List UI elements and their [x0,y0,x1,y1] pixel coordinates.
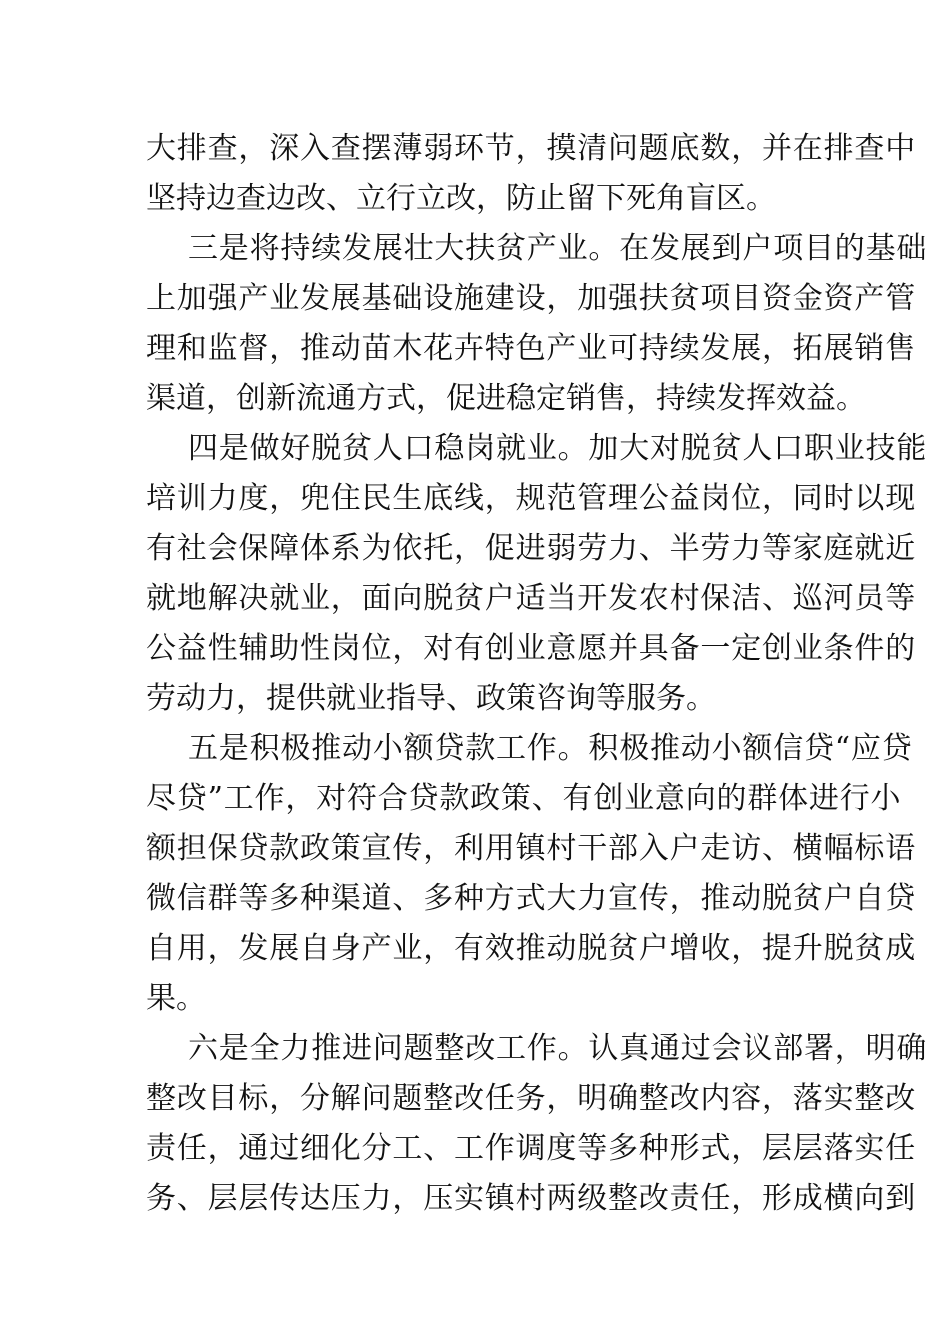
text-line-11: 公益性辅助性岗位，对有创业意愿并具备一定创业条件的 [146,631,916,666]
text-line-3: 三是将持续发展壮大扶贫产业。在发展到户项目的基础 [188,231,928,266]
text-line-4: 上加强产业发展基础设施建设，加强扶贫项目资金资产管 [146,281,916,316]
text-line-9: 有社会保障体系为依托，促进弱劳力、半劳力等家庭就近 [146,531,916,566]
text-line-8: 培训力度，兜住民生底线，规范管理公益岗位，同时以现 [146,481,916,516]
text-line-20: 整改目标，分解问题整改任务，明确整改内容，落实整改 [146,1081,916,1116]
text-line-14: 尽贷”工作，对符合贷款政策、有创业意向的群体进行小 [146,781,902,816]
text-line-16: 微信群等多种渠道、多种方式大力宣传，推动脱贫户自贷 [146,881,916,916]
text-line-12: 劳动力，提供就业指导、政策咨询等服务。 [146,681,716,716]
text-line-18: 果。 [146,981,206,1016]
text-line-15: 额担保贷款政策宣传，利用镇村干部入户走访、横幅标语 [146,831,916,866]
text-line-19: 六是全力推进问题整改工作。认真通过会议部署，明确 [188,1031,928,1066]
text-line-5: 理和监督，推动苗木花卉特色产业可持续发展，拓展销售 [146,331,916,366]
text-line-21: 责任，通过细化分工、工作调度等多种形式，层层落实任 [146,1131,916,1166]
text-line-7: 四是做好脱贫人口稳岗就业。加大对脱贫人口职业技能 [188,431,928,466]
text-line-1: 大排查，深入查摆薄弱环节，摸清问题底数，并在排查中 [146,131,916,166]
text-line-17: 自用，发展自身产业，有效推动脱贫户增收，提升脱贫成 [146,931,916,966]
text-line-13: 五是积极推动小额贷款工作。积极推动小额信贷“应贷 [188,731,913,766]
text-line-2: 坚持边查边改、立行立改，防止留下死角盲区。 [146,181,776,216]
text-line-6: 渠道，创新流通方式，促进稳定销售，持续发挥效益。 [146,381,866,416]
text-line-10: 就地解决就业，面向脱贫户适当开发农村保洁、巡河员等 [146,581,916,616]
text-line-22: 务、层层传达压力，压实镇村两级整改责任，形成横向到 [146,1181,916,1216]
